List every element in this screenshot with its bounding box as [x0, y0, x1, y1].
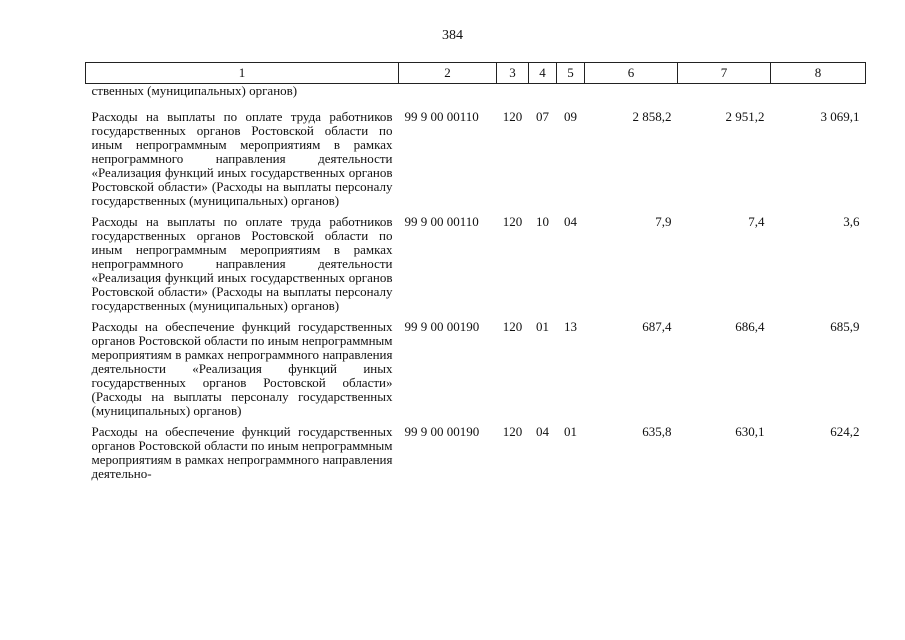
row-col-3: 120 — [502, 109, 523, 124]
row-col-5: 09 — [564, 109, 577, 124]
table-row — [86, 318, 866, 423]
row-col-7: 630,1 — [735, 424, 765, 439]
row-col-7: 2 951,2 — [725, 109, 765, 124]
row-target-code: 99 9 00 00110 — [404, 109, 479, 124]
row-col-3: 120 — [502, 214, 523, 229]
row-col-7: 686,4 — [735, 319, 765, 334]
continuation-row — [86, 84, 866, 109]
row-col-4: 07 — [536, 109, 549, 124]
header-col-6: 6 — [585, 63, 678, 84]
row-col-4: 10 — [536, 214, 549, 229]
table-row — [86, 108, 866, 213]
row-col-6: 635,8 — [642, 424, 672, 439]
row-col-3: 120 — [502, 319, 523, 334]
row-col-4: 04 — [536, 424, 549, 439]
row-col-5: 01 — [564, 424, 577, 439]
row-description: Расходы на выплаты по оплате труда работников государственных органов Ростовской области по иным непрограммным мероприятиям в рамках непрограммного направления деятельности «Реализация функций иных государственных органов Ростовской области» (Расходы на выплаты персоналу государственных (муниципальных) органов) — [91, 214, 393, 313]
header-col-2: 2 — [399, 63, 497, 84]
row-target-code: 99 9 00 00110 — [404, 214, 479, 229]
row-col-8: 685,9 — [830, 319, 860, 334]
row-col-6: 2 858,2 — [632, 109, 672, 124]
row-col-3: 120 — [502, 424, 523, 439]
header-col-5: 5 — [557, 63, 585, 84]
row-col-6: 7,9 — [655, 214, 672, 229]
table-body — [86, 84, 866, 482]
table-row — [86, 423, 866, 481]
row-col-5: 04 — [564, 214, 577, 229]
row-description: Расходы на обеспечение функций государственных органов Ростовской области по иным непрограммным мероприятиям в рамках непрограммного направления деятельности «Реализация функций иных государственных органов Ростовской области» (Расходы на выплаты персоналу государственных (муниципальных) органов) — [91, 319, 393, 418]
page-number: 384 — [442, 28, 463, 43]
row-target-code: 99 9 00 00190 — [404, 424, 480, 439]
row-target-code: 99 9 00 00190 — [404, 319, 480, 334]
header-col-1: 1 — [86, 63, 399, 84]
header-col-7: 7 — [678, 63, 771, 84]
row-col-5: 13 — [564, 319, 577, 334]
row-col-6: 687,4 — [642, 319, 672, 334]
row-col-4: 01 — [536, 319, 549, 334]
row-col-8: 624,2 — [830, 424, 860, 439]
row-col-7: 7,4 — [748, 214, 765, 229]
row-description: Расходы на обеспечение функций государственных органов Ростовской области по иным непрограммным мероприятиям в рамках непрограммного направления деятельно- — [91, 424, 393, 481]
header-col-8: 8 — [771, 63, 866, 84]
header-row — [86, 63, 866, 84]
table-header — [86, 63, 866, 84]
row-description: Расходы на выплаты по оплате труда работников государственных органов Ростовской области по иным непрограммным мероприятиям в рамках непрограммного направления деятельности «Реализация функций иных государственных органов Ростовской области» (Расходы на выплаты персоналу государственных (муниципальных) органов) — [91, 109, 393, 208]
header-col-4: 4 — [529, 63, 557, 84]
header-col-3: 3 — [497, 63, 529, 84]
budget-table — [85, 62, 866, 481]
row-col-8: 3 069,1 — [820, 109, 860, 124]
continuation-text: ственных (муниципальных) органов) — [91, 83, 298, 98]
row-col-8: 3,6 — [843, 214, 860, 229]
table-row — [86, 213, 866, 318]
